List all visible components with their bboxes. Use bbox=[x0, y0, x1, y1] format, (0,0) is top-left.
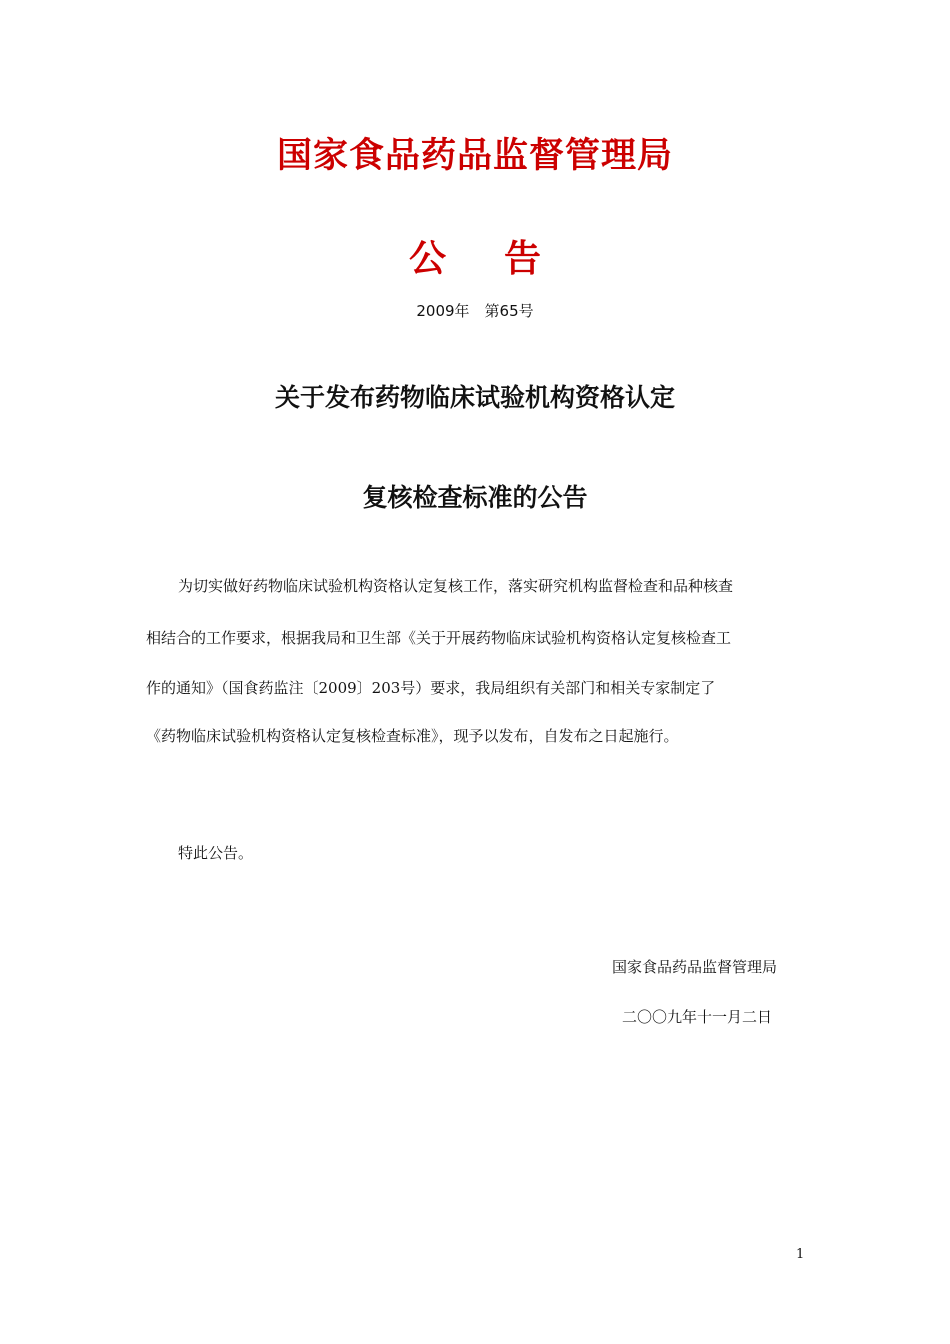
body-line-3: 作的通知》（国食药监注〔2009〕203号）要求，我局组织有关部门和相关专家制定了 bbox=[146, 679, 716, 697]
page-number: 1 bbox=[796, 1247, 805, 1262]
subject-line-2: 复核检查标准的公告 bbox=[362, 483, 588, 512]
notice-title-char-2: 告 bbox=[504, 237, 541, 280]
notice-title-char-1: 公 bbox=[409, 237, 446, 280]
body-line-2: 相结合的工作要求，根据我局和卫生部《关于开展药物临床试验机构资格认定复核检查工 bbox=[146, 629, 732, 647]
document-number: 2009年 第65号 bbox=[416, 302, 534, 320]
agency-title: 国家食品药品监督管理局 bbox=[276, 136, 673, 176]
signature-date: 二〇〇九年十一月二日 bbox=[622, 1008, 773, 1026]
closing-remark: 特此公告。 bbox=[178, 844, 254, 862]
body-line-1: 为切实做好药物临床试验机构资格认定复核工作，落实研究机构监督检查和品种核查 bbox=[178, 577, 734, 595]
subject-line-1: 关于发布药物临床试验机构资格认定 bbox=[274, 383, 675, 412]
signature-agency: 国家食品药品监督管理局 bbox=[612, 958, 778, 976]
notice-title bbox=[0, 228, 950, 282]
body-line-4: 《药物临床试验机构资格认定复核检查标准》，现予以发布，自发布之日起施行。 bbox=[146, 727, 679, 745]
